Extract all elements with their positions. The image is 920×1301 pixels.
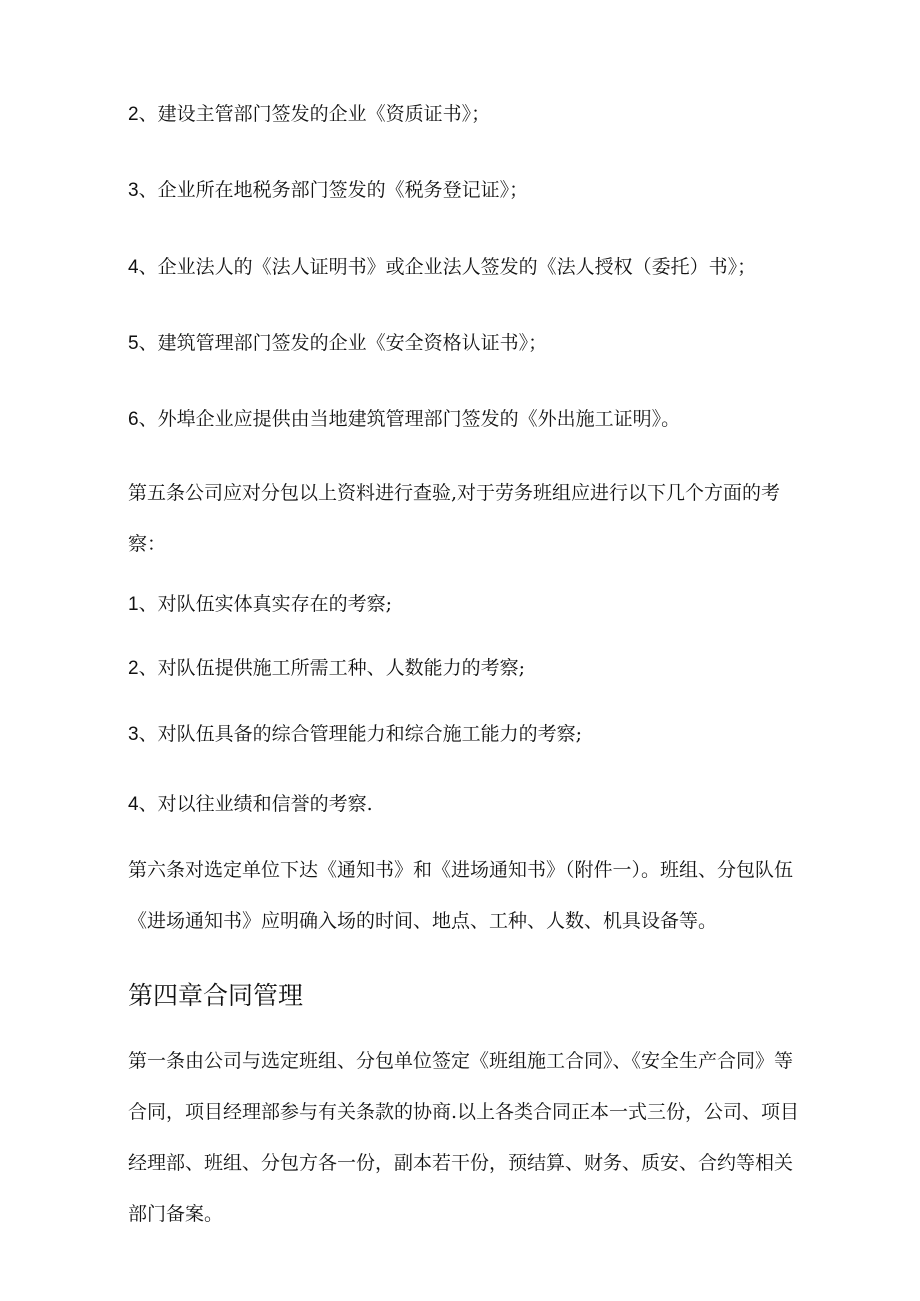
- list-item: 3、对队伍具备的综合管理能力和综合施工能力的考察;: [128, 723, 582, 745]
- list-item: 2、建设主管部门签发的企业《资质证书》；: [128, 103, 491, 125]
- list-item: 4、企业法人的《法人证明书》或企业法人签发的《法人授权（委托）书》；: [128, 256, 757, 278]
- list-item: 6、外埠企业应提供由当地建筑管理部门签发的《外出施工证明》。: [128, 408, 681, 430]
- list-item: 1、对队伍实体真实存在的考察;: [128, 593, 392, 615]
- list-item: 3、企业所在地税务部门签发的《税务登记证》；: [128, 179, 529, 201]
- chapter-4-article-1-paragraph: 第一条由公司与选定班组、分包单位签定《班组施工合同》、《安全生产合同》等合同，项目经理部参与有关条款的协商.以上各类合同正本一式三份，公司、项目经理部、班组、分包方各一份，副本若干份，预结算、财务、质安、合约等相关部门备案。: [128, 1050, 800, 1225]
- article-6-paragraph: 第六条对选定单位下达《通知书》和《进场通知书》（附件一）。班组、分包队伍《进场通知书》应明确入场的时间、地点、工种、人数、机具设备等。: [128, 859, 794, 932]
- chapter-heading: 第四章合同管理: [128, 981, 304, 1010]
- list-item: 2、对队伍提供施工所需工种、人数能力的考察;: [128, 657, 525, 679]
- list-item: 4、对以往业绩和信誉的考察.: [128, 793, 373, 815]
- article-5-paragraph: 第五条公司应对分包以上资料进行查验,对于劳务班组应进行以下几个方面的考察：: [128, 482, 781, 555]
- list-item: 5、建筑管理部门签发的企业《安全资格认证书》；: [128, 332, 548, 354]
